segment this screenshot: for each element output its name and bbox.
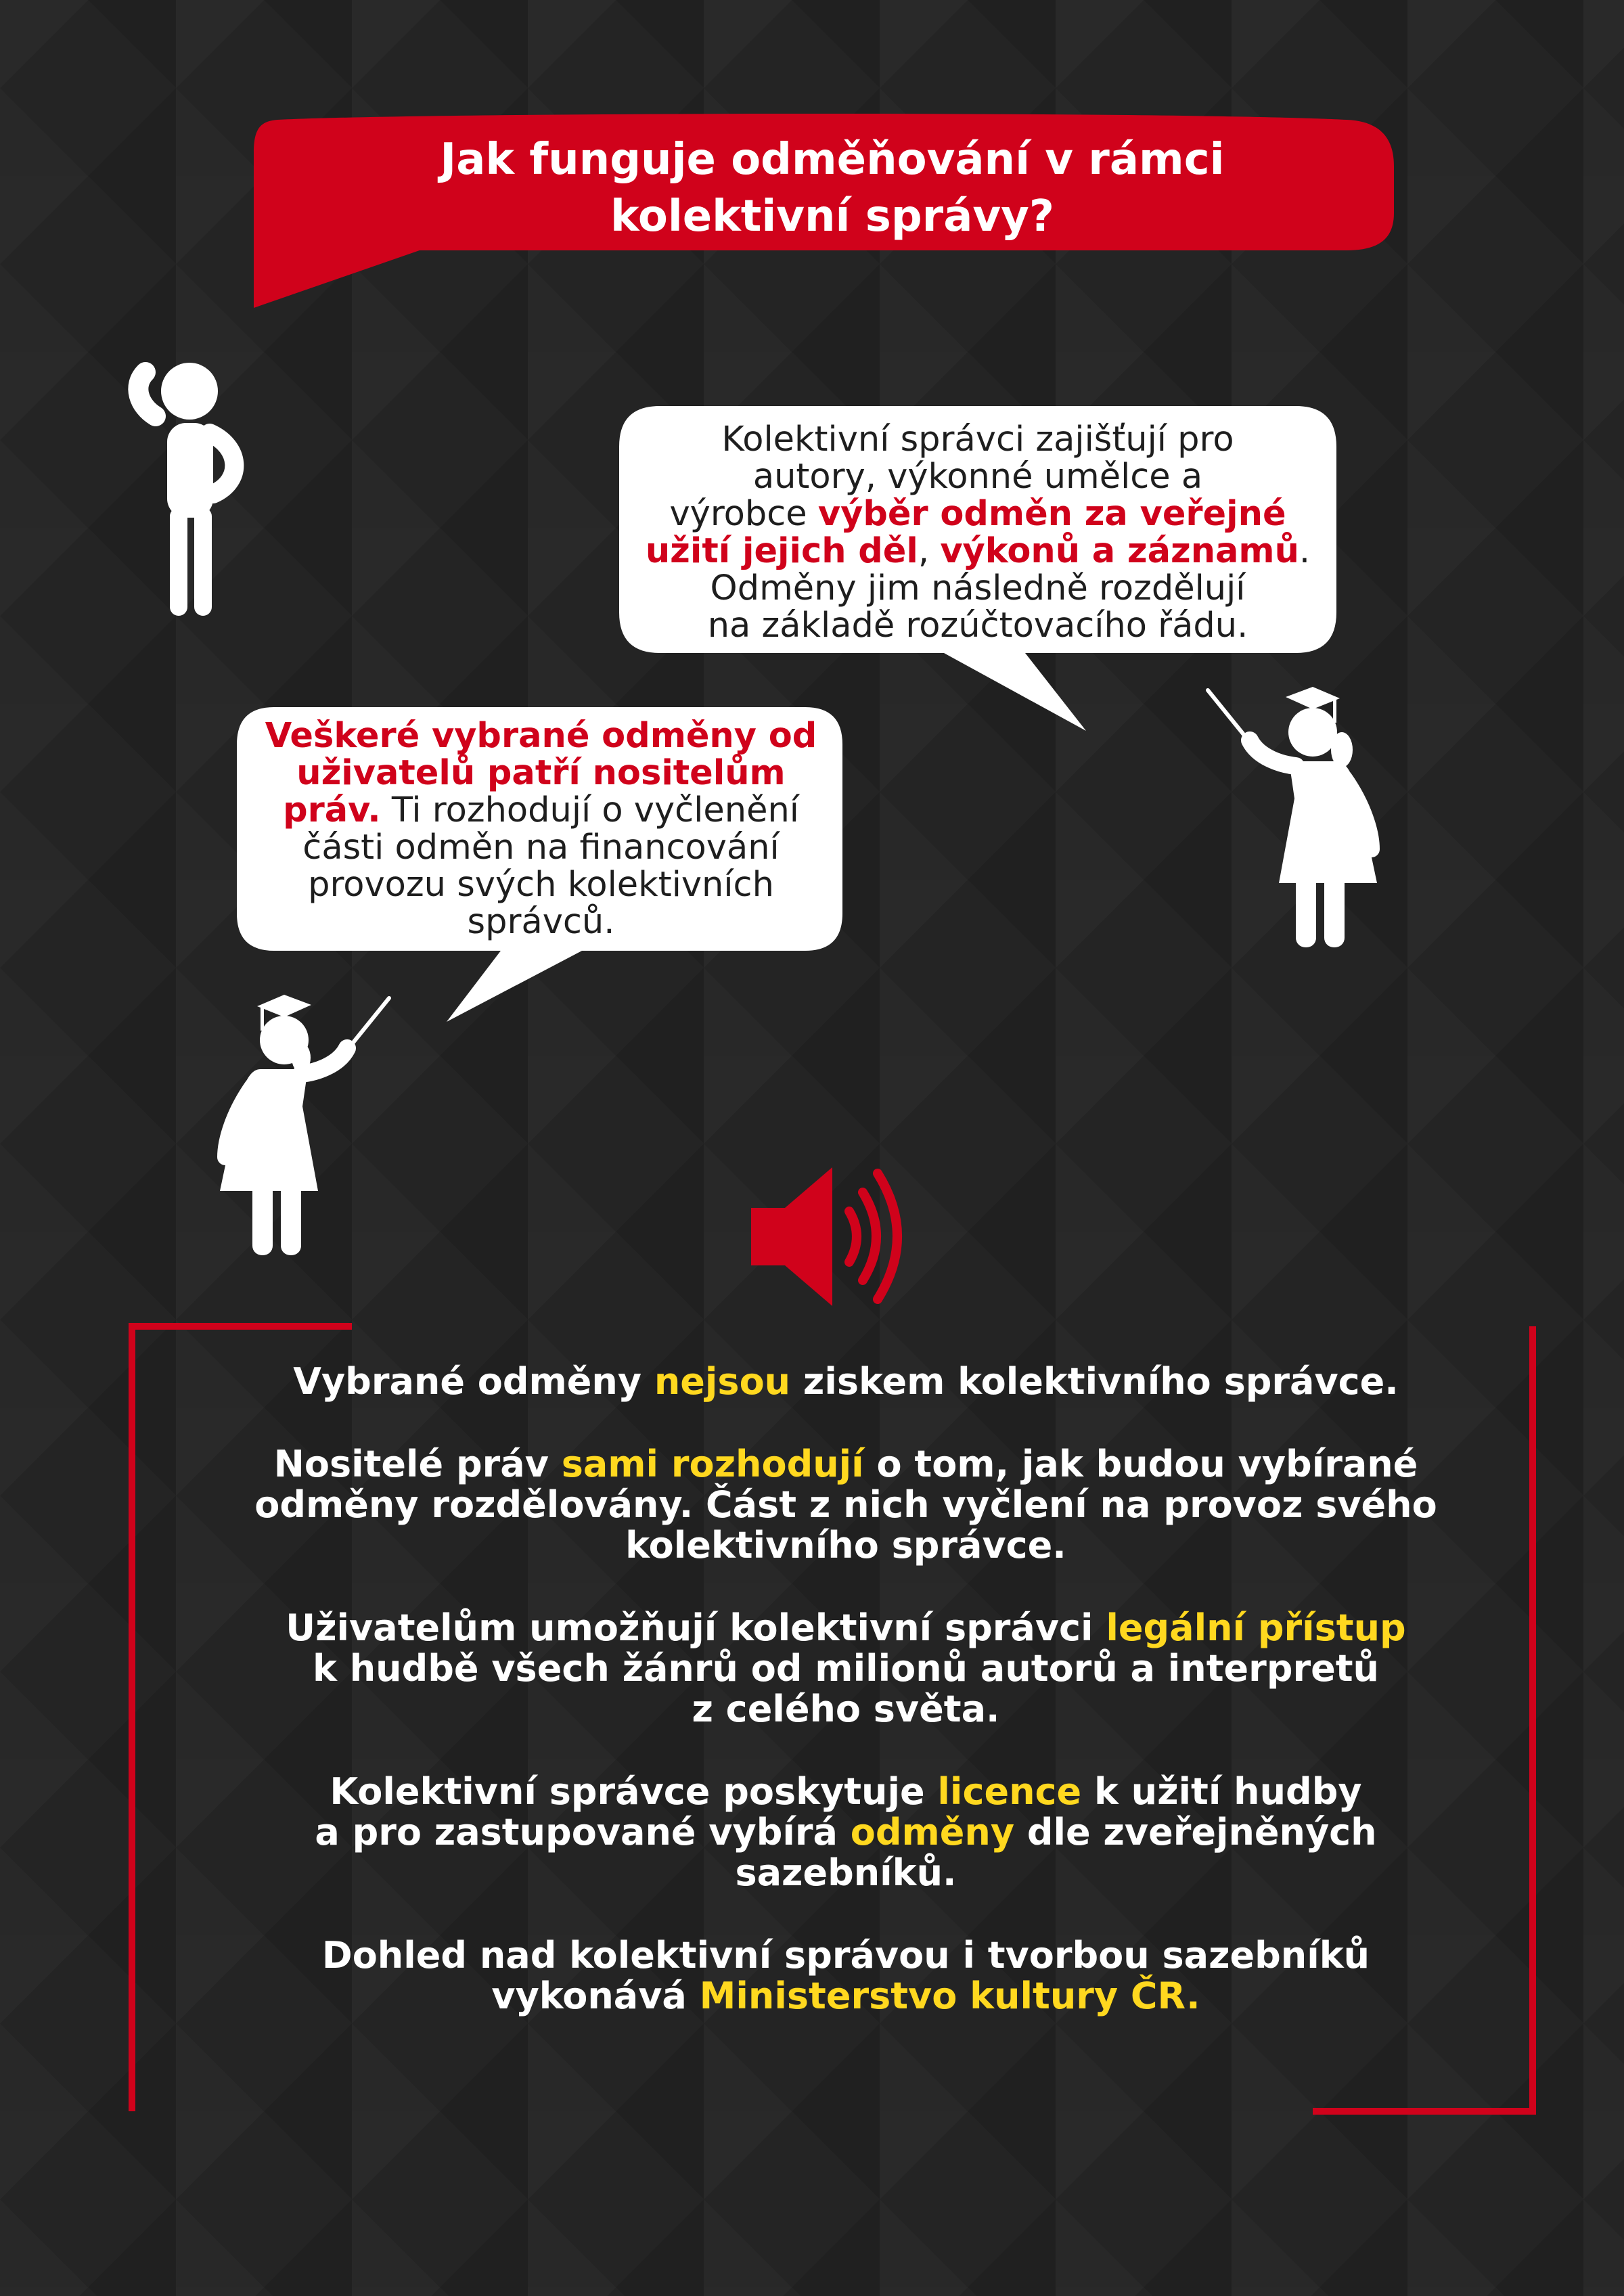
bubble-left-line: správců. xyxy=(467,902,615,942)
info-text: Vybrané odměny xyxy=(293,1360,654,1403)
bubble-left-text-plain: Ti rozhodují o vyčlenění xyxy=(380,790,799,830)
bubble-right-text xyxy=(633,421,1323,644)
info-highlight: odměny xyxy=(850,1811,1015,1853)
bubble-right-line: na základě rozúčtovacího řádu. xyxy=(707,606,1248,646)
thinking-person-icon xyxy=(125,352,261,623)
info-text: a pro zastupované vybírá xyxy=(315,1811,851,1853)
info-text: Kolektivní správce poskytuje xyxy=(330,1770,938,1813)
info-text: o tom, jak budou vybírané xyxy=(863,1443,1418,1485)
info-highlight: nejsou xyxy=(654,1360,791,1403)
info-text: sazebníků. xyxy=(735,1851,957,1894)
info-statements xyxy=(203,1361,1489,2017)
info-text: k užití hudby xyxy=(1081,1770,1362,1813)
info-text: z celého světa. xyxy=(692,1688,1000,1730)
bubble-right-separator: , xyxy=(918,531,941,571)
bubble-right-line: autory, výkonné umělce a xyxy=(752,457,1203,497)
title-line-2: kolektivní správy? xyxy=(610,192,1054,242)
teacher-with-pointer-icon xyxy=(1194,683,1404,951)
info-paragraph-2 xyxy=(203,1444,1489,1566)
speaker-icon xyxy=(748,1164,917,1309)
bubble-left-line: části odměn na financování xyxy=(302,828,780,868)
info-highlight: Ministerstvo kultury ČR. xyxy=(699,1975,1200,2017)
page-title xyxy=(318,127,1347,249)
bubble-right-line xyxy=(633,495,1323,533)
info-text: Dohled nad kolektivní správou i tvorbou sazebníků xyxy=(321,1934,1370,1977)
info-text: dle zveřejněných xyxy=(1014,1811,1377,1853)
bubble-right-line: Kolektivní správci zajišťují pro xyxy=(721,420,1234,459)
info-paragraph-3 xyxy=(203,1608,1489,1730)
teacher-with-pointer-icon xyxy=(193,991,403,1259)
bubble-right-line xyxy=(633,533,1323,570)
bubble-right-line: Odměny jim následně rozdělují xyxy=(710,568,1246,608)
bubble-right-text-plain: výrobce xyxy=(669,494,818,534)
title-line-1: Jak funguje odměňování v rámci xyxy=(440,135,1225,185)
bubble-right-highlight: výběr odměn za veřejné xyxy=(817,494,1286,534)
info-highlight: licence xyxy=(937,1770,1082,1813)
info-text: kolektivního správce. xyxy=(625,1524,1066,1567)
info-text: Uživatelům umožňují kolektivní správci xyxy=(286,1606,1106,1649)
info-text: k hudbě všech žánrů od milionů autorů a interpretů xyxy=(313,1647,1379,1690)
info-text: vykonává xyxy=(491,1975,700,2017)
info-text: odměny rozdělovány. Část z nich vyčlení na provoz svého xyxy=(254,1483,1437,1526)
bubble-left-highlight: práv. xyxy=(283,790,381,830)
bubble-left-line: Veškeré vybrané odměny od xyxy=(265,716,817,756)
info-highlight: legální přístup xyxy=(1106,1606,1406,1649)
bubble-right-highlight: výkonů a záznamů xyxy=(940,531,1299,571)
bubble-right-highlight: užití jejich děl xyxy=(645,531,918,571)
info-highlight: sami rozhodují xyxy=(561,1443,864,1485)
bubble-left-line: uživatelů patří nositelům xyxy=(296,753,786,793)
info-paragraph-4 xyxy=(203,1772,1489,1893)
info-text: ziskem kolektivního správce. xyxy=(790,1360,1399,1403)
info-paragraph-1 xyxy=(203,1361,1489,1402)
bubble-left-line: provozu svých kolektivních xyxy=(308,865,774,905)
bubble-left-line xyxy=(252,792,830,829)
info-paragraph-5 xyxy=(203,1935,1489,2017)
bubble-right-period: . xyxy=(1299,531,1311,571)
bubble-left-text xyxy=(252,717,830,941)
info-text: Nositelé práv xyxy=(273,1443,562,1485)
